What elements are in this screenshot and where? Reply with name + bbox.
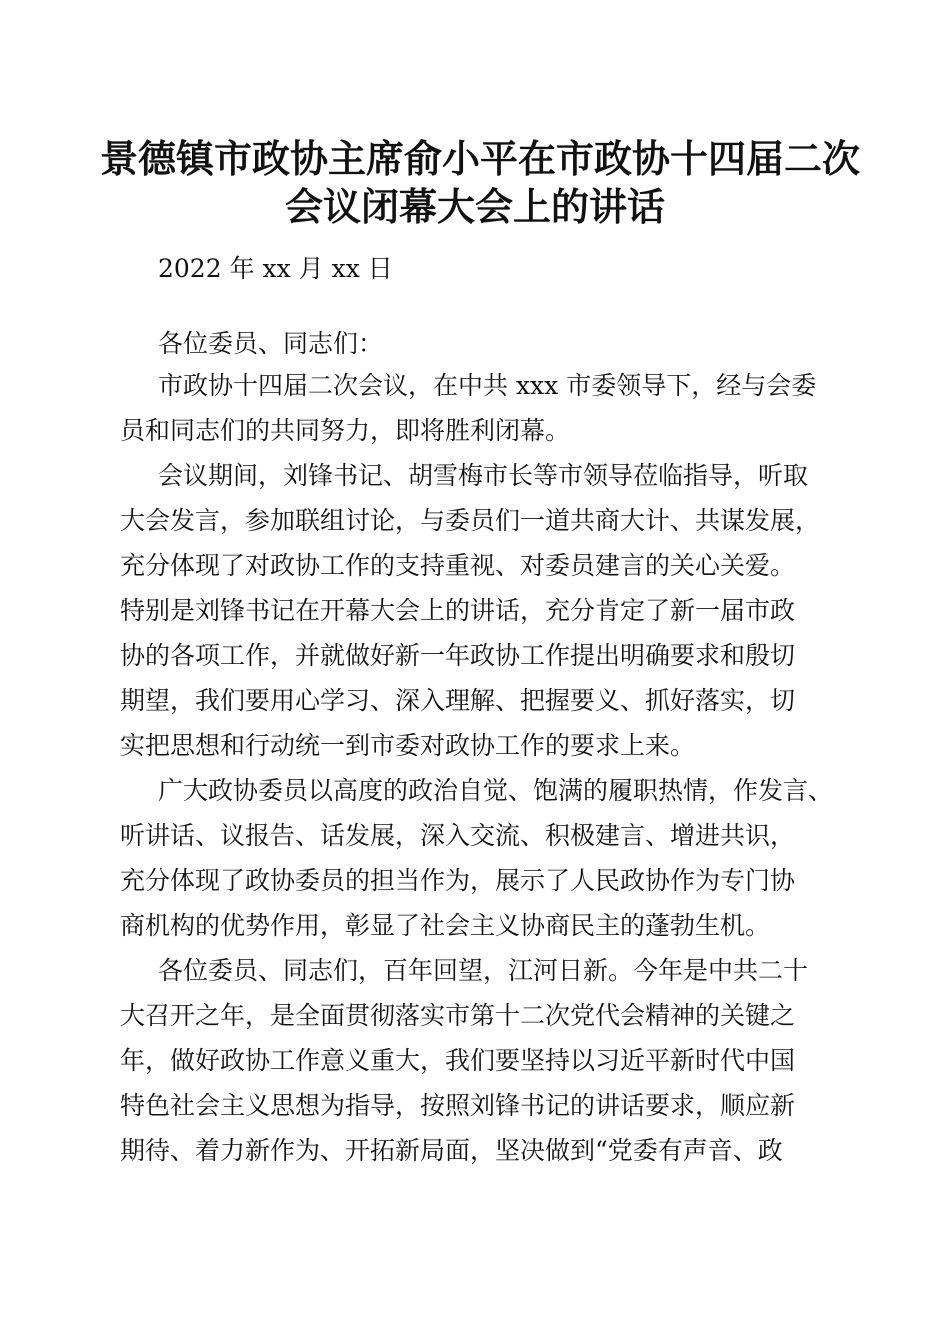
body-line: 充分体现了政协委员的担当作为，展示了人民政协作为专门协 [120, 866, 796, 895]
body-line: 年，做好政协工作意义重大，我们要坚持以习近平新时代中国 [120, 1046, 796, 1075]
body-line: 广大政协委员以高度的政治自觉、饱满的履职热情，作发言、 [158, 776, 834, 805]
date-line: 2022 年 xx 月 xx 日 [158, 254, 393, 283]
document-title-line-2: 会议闭幕大会上的讲话 [284, 184, 665, 229]
body-line: 特色社会主义思想为指导，按照刘锋书记的讲话要求，顺应新 [120, 1091, 796, 1120]
document-title-line-1: 景德镇市政协主席俞小平在市政协十四届二次 [100, 136, 861, 181]
body-line: 期望，我们要用心学习、深入理解、把握要义、抓好落实，切 [120, 686, 796, 715]
body-line: 期待、着力新作为、开拓新局面，坚决做到“党委有声音、政 [120, 1136, 783, 1165]
body-line: 充分体现了对政协工作的支持重视、对委员建言的关心关爱。 [120, 551, 796, 580]
body-line: 大会发言，参加联组讨论，与委员们一道共商大计、共谋发展， [120, 506, 821, 535]
body-line: 特别是刘锋书记在开幕大会上的讲话，充分肯定了新一届市政 [120, 596, 796, 625]
body-line: 员和同志们的共同努力，即将胜利闭幕。 [120, 416, 571, 445]
salutation: 各位委员、同志们： [158, 329, 384, 358]
body-line: 市政协十四届二次会议，在中共 xxx 市委领导下，经与会委 [158, 371, 817, 400]
body-line: 听讲话、议报告、话发展，深入交流、积极建言、增进共识， [120, 821, 796, 850]
body-line: 大召开之年，是全面贯彻落实市第十二次党代会精神的关键之 [120, 1001, 796, 1030]
body-line: 各位委员、同志们，百年回望，江河日新。今年是中共二十 [158, 956, 809, 985]
body-line: 商机构的优势作用，彰显了社会主义协商民主的蓬勃生机。 [120, 911, 771, 940]
body-line: 协的各项工作，并就做好新一年政协工作提出明确要求和殷切 [120, 641, 796, 670]
body-line: 实把思想和行动统一到市委对政协工作的要求上来。 [120, 731, 696, 760]
body-line: 会议期间，刘锋书记、胡雪梅市长等市领导莅临指导，听取 [158, 461, 809, 490]
